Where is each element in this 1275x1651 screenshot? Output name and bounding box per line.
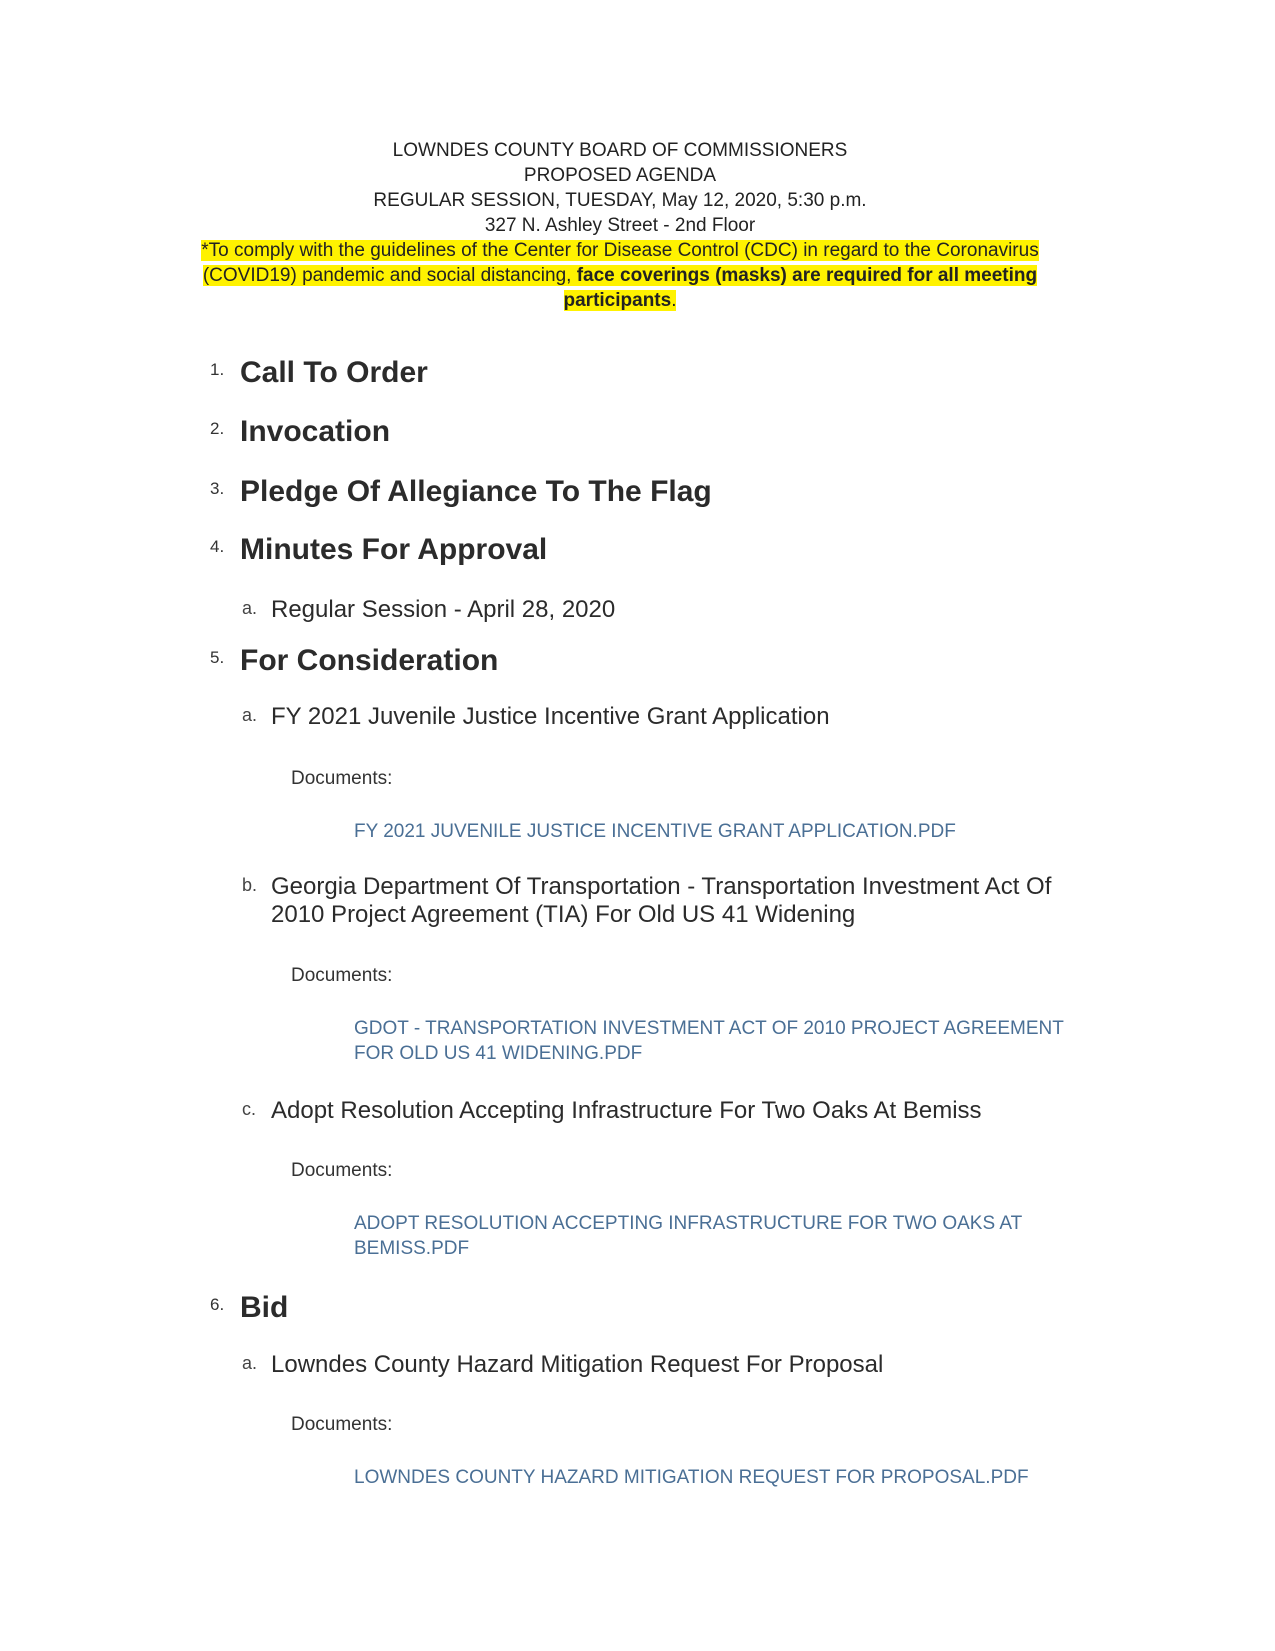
subitem-text: Lowndes County Hazard Mitigation Request For Proposal [271, 1351, 884, 1378]
subitem-text: Regular Session - April 28, 2020 [271, 596, 616, 623]
org-name: LOWNDES COUNTY BOARD OF COMMISSIONERS [392, 140, 848, 161]
agenda-header [0, 138, 1240, 313]
subitem-text: FY 2021 Juvenile Justice Incentive Grant Application [271, 703, 830, 730]
subitem-letter: b. [242, 875, 258, 895]
notice-bold: face coverings (masks) are required for all meeting participants [563, 265, 1038, 311]
document-type: PROPOSED AGENDA [523, 165, 717, 186]
document-link[interactable]: FY 2021 JUVENILE JUSTICE INCENTIVE GRANT APPLICATION.PDF [354, 821, 956, 842]
item-title: Minutes For Approval [240, 533, 548, 566]
subitem-letter: a. [242, 705, 258, 725]
document-link[interactable]: LOWNDES COUNTY HAZARD MITIGATION REQUEST FOR PROPOSAL.PDF [354, 1467, 1029, 1488]
document-link[interactable]: ADOPT RESOLUTION ACCEPTING INFRASTRUCTURE FOR TWO OAKS AT BEMISS.PDF [354, 1213, 1022, 1259]
notice-plain: *To comply with the guidelines of the Center for Disease Control (CDC) in regard to the Coronavirus (COVID19) pandemic and social distancing, [201, 240, 1039, 286]
subitem-text: Georgia Department Of Transportation - Transportation Investment Act Of 2010 Project Agreement (TIA) For Old US 41 Widening [271, 873, 1052, 928]
item-number: 1. [210, 360, 225, 379]
item-title: Invocation [240, 415, 391, 448]
item-title: Bid [240, 1291, 289, 1324]
item-title: Call To Order [240, 356, 428, 389]
item-number: 4. [210, 537, 225, 556]
item-number: 6. [210, 1295, 225, 1314]
subitem-letter: a. [242, 598, 258, 618]
item-number: 2. [210, 419, 225, 438]
subitem-text: Adopt Resolution Accepting Infrastructure For Two Oaks At Bemiss [271, 1097, 982, 1124]
session-info: REGULAR SESSION, TUESDAY, May 12, 2020, 5:30 p.m. [373, 190, 867, 211]
documents-label: Documents: [291, 1160, 393, 1181]
document-link[interactable]: GDOT - TRANSPORTATION INVESTMENT ACT OF 2010 PROJECT AGREEMENT FOR OLD US 41 WIDENING.PDF [354, 1018, 1064, 1064]
meeting-address: 327 N. Ashley Street - 2nd Floor [484, 215, 756, 236]
subitem-letter: a. [242, 1353, 258, 1373]
documents-label: Documents: [291, 1414, 393, 1435]
item-number: 3. [210, 479, 225, 498]
notice-end: . [671, 290, 677, 311]
documents-label: Documents: [291, 768, 393, 789]
subitem-letter: c. [242, 1099, 257, 1119]
documents-label: Documents: [291, 965, 393, 986]
covid-notice [170, 238, 1070, 313]
item-number: 5. [210, 648, 225, 667]
item-title: For Consideration [240, 644, 499, 677]
item-title: Pledge Of Allegiance To The Flag [240, 475, 712, 508]
